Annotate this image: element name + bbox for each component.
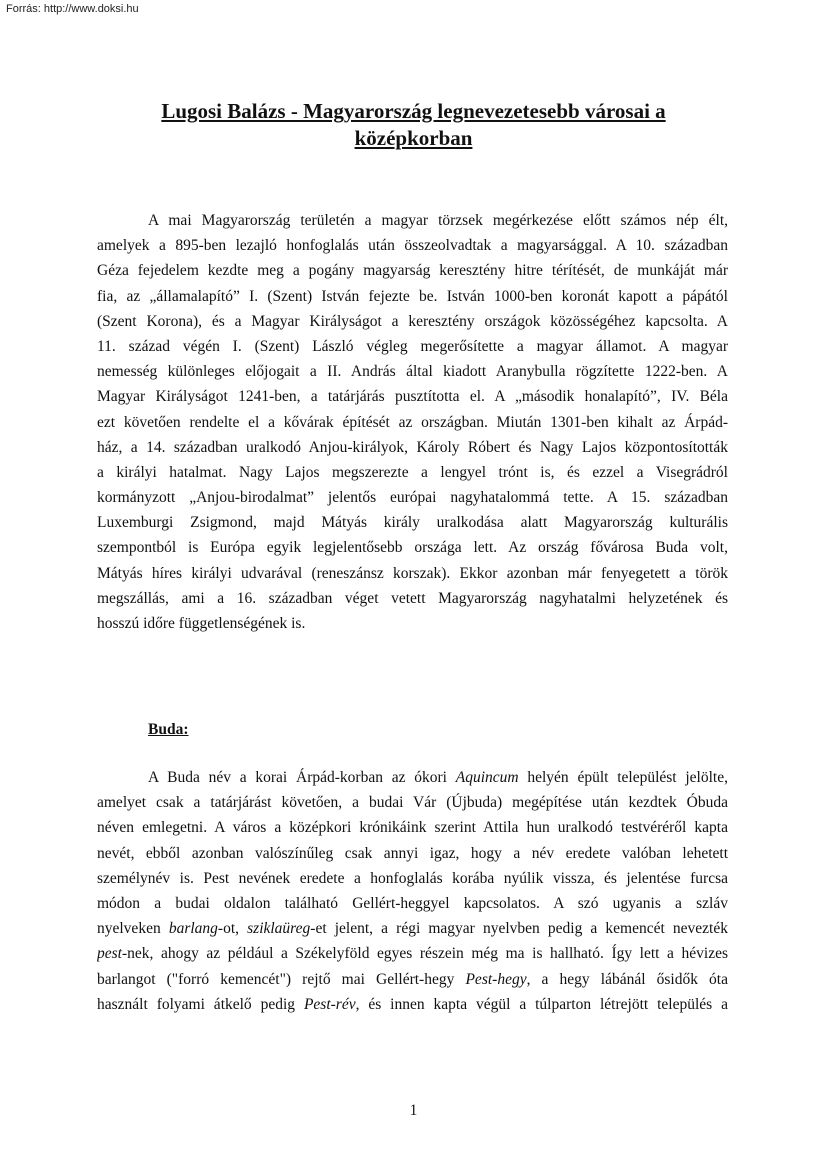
text-segment: helyén épült települést jelölte,: [518, 769, 728, 786]
text-segment: barlangot ("forró kemencét") rejtő mai Gellért-hegy: [97, 970, 466, 988]
text-segment: személynév is. Pest nevének eredete a honfoglalás korába nyúlik vissza, és jelentése furcsa: [97, 869, 728, 887]
text-segment: nevét, ebből azonban valószínűleg csak annyi igaz, hogy a név eredete valóban lehetett: [97, 844, 728, 862]
source-url-text: Forrás: http://www.doksi.hu: [6, 3, 139, 15]
buda-paragraph: [97, 765, 728, 1017]
text-line: fia, az „államalapító” I. (Szent) István fejezte be. István 1000-ben koronát kapott a pápától: [97, 287, 728, 305]
text-line: [97, 916, 728, 941]
text-segment: -ot,: [217, 920, 248, 938]
page-title-line-1: Lugosi Balázs - Magyarország legnevezetesebb városai a: [161, 99, 666, 123]
text-line: 11. század végén I. (Szent) László végleg megerősítette a magyar államot. A magyar: [97, 337, 728, 355]
text-line: kormányzott „Anjou-birodalmat” jelentős európai nagyhatalommá tette. A 15. században: [97, 489, 728, 507]
italic-term: Pest-hegy: [465, 970, 527, 988]
text-line: nemesség különleges előjogait a II. András által kiadott Aranybulla rögzítette 1222-ben. A: [97, 363, 728, 381]
text-segment: amelyet csak a tatárjárást követően, a budai Vár (Újbuda) megépítése után kezdtek Óbuda: [97, 794, 728, 812]
italic-term: Aquincum: [455, 769, 519, 786]
section-heading-buda: Buda:: [148, 721, 189, 738]
text-line: Mátyás híres királyi udvarával (reneszánsz korszak). Ekkor azonban már fenyegetett a török: [97, 564, 728, 582]
text-line: amelyek a 895-ben lezajló honfoglalás után összeolvadtak a magyarsággal. A 10. században: [97, 237, 728, 255]
text-line: [97, 765, 728, 790]
text-segment: használt folyami átkelő pedig: [97, 995, 304, 1013]
text-line: megszállás, ami a 16. században véget vetett Magyarország nagyhatalmi helyzetének és: [97, 589, 728, 607]
text-line: hosszú időre függetlenségének is.: [97, 615, 306, 632]
text-line: ezt követően rendelte el a kővárak építését az országban. Miután 1301-ben kihalt az Árpád-: [97, 413, 728, 431]
italic-term: pest: [97, 945, 122, 963]
text-line: [97, 967, 728, 992]
text-segment: néven emlegetni. A város a középkori krónikáink szerint Attila hun uralkodó testvéréről kapta: [97, 819, 728, 837]
text-segment: -nek, ahogy az például a Székelyföld egyes részein még ma is hallható. Így lett a hévizes: [121, 945, 728, 963]
text-line: a királyi hatalmat. Nagy Lajos megszerezte a lengyel trónt is, és ezzel a Visegrádról: [97, 463, 728, 481]
text-segment: , és innen kapta végül a túlparton létrejött település a: [355, 995, 728, 1013]
text-line: Magyar Királyságot 1241-ben, a tatárjárás pusztította el. A „második honalapító”, IV. Béla: [97, 388, 728, 406]
text-line: [97, 866, 728, 891]
text-segment: , a hegy lábánál ősidők óta: [526, 970, 728, 988]
intro-paragraph: [97, 208, 728, 636]
italic-term: Pest-rév: [303, 995, 356, 1013]
text-line: (Szent Korona), és a Magyar Királyságot a keresztény országok közösségéhez kapcsolta. A: [97, 312, 728, 330]
text-segment: módon a budai oldalon található Gellért-heggyel kapcsolatos. A szó ugyanis a szláv: [97, 894, 728, 912]
page-title: [100, 98, 727, 152]
text-line: [97, 941, 728, 966]
text-segment: A Buda név a korai Árpád-korban az ókori: [148, 769, 456, 786]
text-line: Luxemburgi Zsigmond, majd Mátyás király uralkodása alatt Magyarország kulturális: [97, 514, 728, 532]
text-line: [97, 815, 728, 840]
italic-term: sziklaüreg: [247, 920, 311, 938]
text-segment: -et jelent, a régi magyar nyelvben pedig a kemencét nevezték: [310, 920, 728, 938]
text-segment: nyelveken: [97, 920, 169, 938]
page-number: 1: [409, 1102, 418, 1119]
text-line: szempontból is Európa egyik legjelentősebb országa lett. Az ország fővárosa Buda volt,: [97, 539, 728, 557]
page-title-line-2: középkorban: [354, 126, 473, 150]
text-line: A mai Magyarország területén a magyar törzsek megérkezése előtt számos nép élt,: [148, 212, 728, 229]
text-line: [97, 891, 728, 916]
text-line: [97, 790, 728, 815]
text-line: [97, 992, 728, 1017]
text-line: ház, a 14. században uralkodó Anjou-királyok, Károly Róbert és Nagy Lajos központosították: [97, 438, 728, 456]
text-line: [97, 841, 728, 866]
italic-term: barlang: [168, 920, 218, 938]
text-line: Géza fejedelem kezdte meg a pogány magyarság keresztény hitre térítését, de munkáját már: [97, 262, 728, 280]
